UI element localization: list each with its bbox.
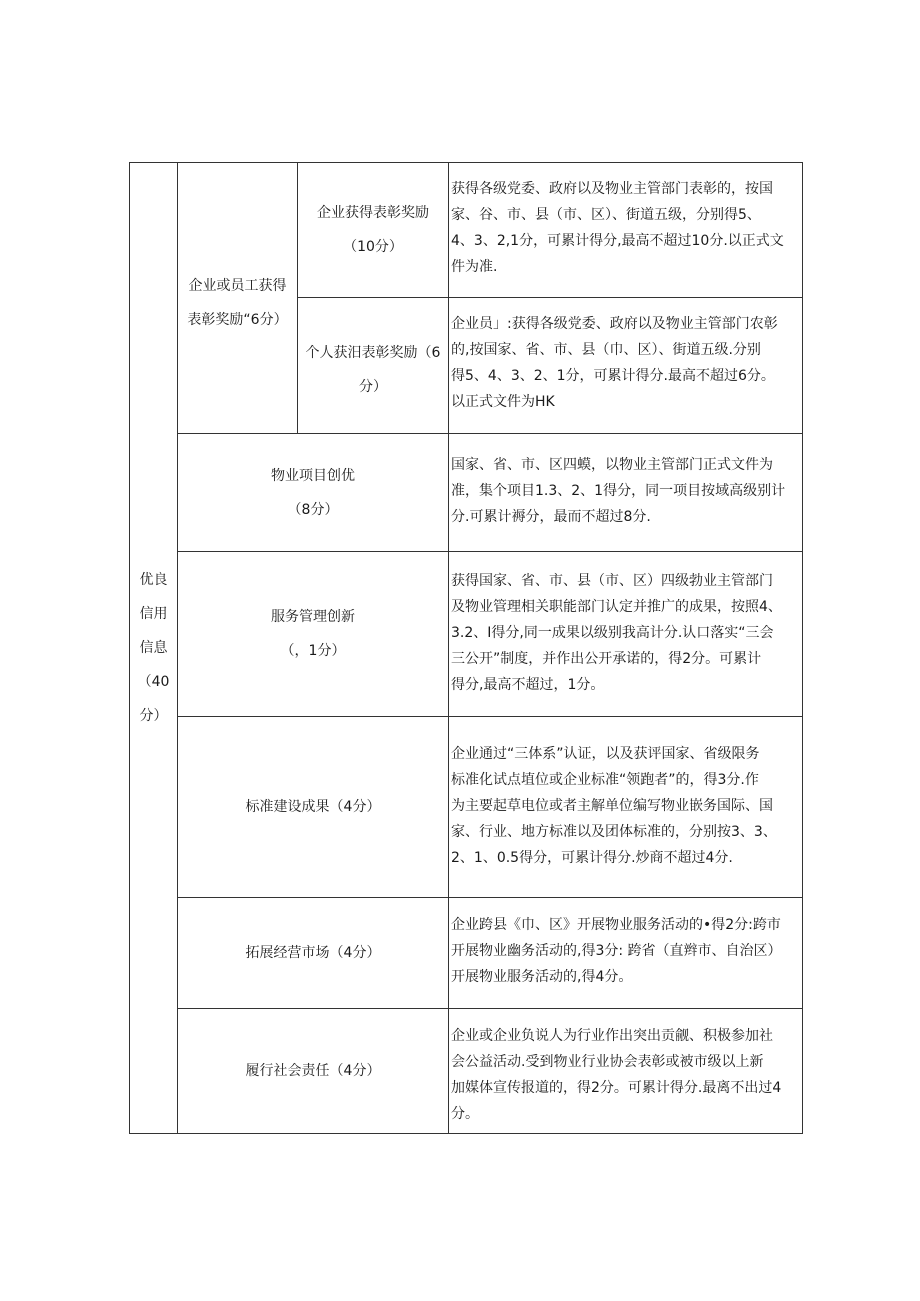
item-description: 国家、省、市、区四蟆，以物业主管部门正式文件为 准，集个项目1.3、2、1得分，同一项目按域高级别计 分.可累计褥分，最而不超过8分. — [451, 457, 786, 525]
item-description: 获得国家、省、市、县（市、区）四级勃业主管部门 及物业管理相关职能部门认定并推广的成果，按照4、 3.2、I得分,同一成果以级别我高计分.认口落实“三会 三公开”制度，并作出公开承诺的，得2分。可累计 得分,最高不超过，1分。 — [451, 573, 782, 693]
table-border-bottom — [129, 1133, 803, 1134]
item-label: 个人获汨表彰奖励（6 分） — [305, 344, 441, 395]
item-label-cell — [178, 898, 448, 1008]
item-label-cell — [298, 298, 448, 433]
item-label-cell — [178, 1009, 448, 1133]
group-label-cell — [178, 163, 297, 433]
item-label: 服务管理创新 （，1分） — [271, 609, 355, 659]
item-label: 拓展经营市场（4分） — [245, 945, 381, 961]
item-label-cell — [178, 552, 448, 716]
item-description: 企业跨县《巾、区》开展物业服务活动的•得2分:跨市 开展物业幽务活动的,得3分: 跨省（直辫市、自治区） 开展物业服务活动的,得4分。 — [451, 917, 782, 985]
item-description: 企业员」:获得各级党委、政府以及物业主管部门农彰 的,按国家、省、市、县（巾、区）、街道五级.分别 得5、4、3、2、1分，可累计得分.最高不超过6分。 以正式文件为HK — [451, 316, 778, 410]
table-border-right — [802, 162, 803, 1134]
item-description: 企业或企业负说人为行业作出突出贡觎、积极参加社 会公益活动.受到物业行业协会表彰或被市级以上新 加媒体宣传报道的，得2分。可累计得分.最离不出过4 分。 — [451, 1028, 782, 1122]
item-label: 标准建设成果（4分） — [245, 799, 381, 815]
item-description: 企业通过“三体系”认证，以及获评国家、省级限务 标准化试点埴位或企业标准“领跑者”的，得3分.作 为主要起草电位或者主解单位编写物业嵌务国际、国 家、行业、地方标准以及团体标准的，分别按3、3、 2、1、0.5得分，可累计得分.炒商不超过4分. — [451, 746, 777, 866]
item-label: 物业项目创优 （8分） — [271, 467, 355, 518]
item-label: 企业获得表彰奖励 （10分） — [317, 205, 429, 255]
category-cell — [130, 163, 177, 1133]
item-description: 获得各级党委、政府以及物业主管部门表彰的，按国 家、谷、市、县（市、区）、街道五级，分别得5、 4、3、2,1分，可累计得分,最高不超过10分.以正式文 件为准. — [451, 181, 784, 275]
item-label-cell — [178, 434, 448, 551]
group-label: 企业或员工获得 表彰奖励“6分） — [187, 278, 288, 328]
item-label: 履行社会责任（4分） — [245, 1063, 381, 1079]
item-label-cell — [298, 163, 448, 297]
category-label: 优良 信用 信息 （40 分） — [137, 572, 170, 724]
item-label-cell — [178, 717, 448, 897]
